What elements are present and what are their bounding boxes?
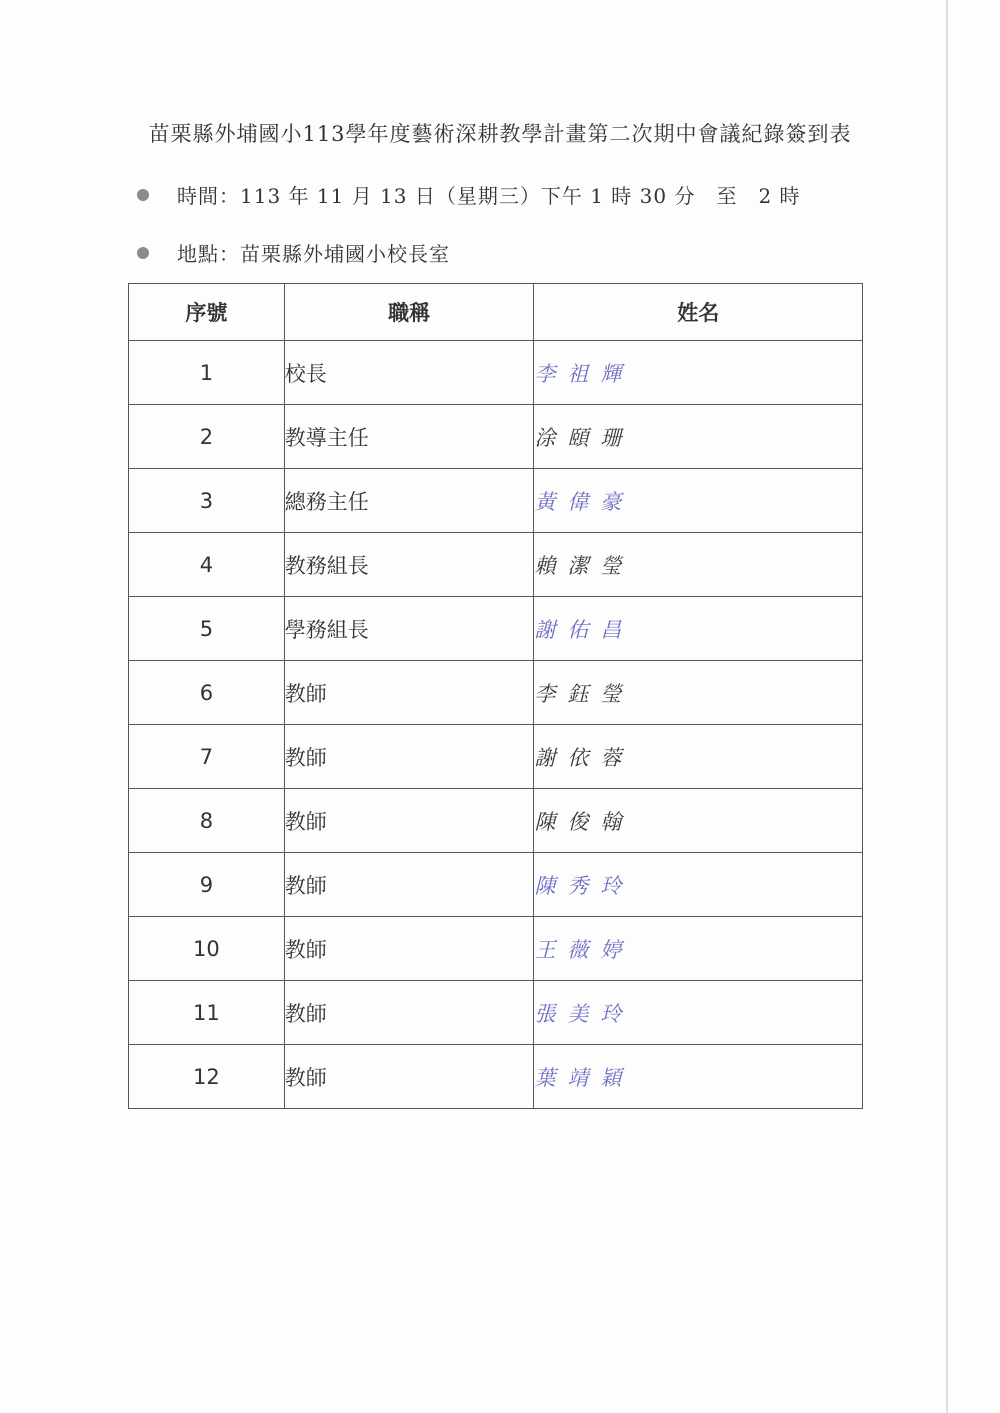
table-row (129, 469, 863, 533)
place-label: 地點 (177, 242, 219, 266)
table-row (129, 853, 863, 917)
table-row (129, 725, 863, 789)
handwritten-signature: 涂頤珊 (534, 405, 863, 469)
serial-number-cell: 3 (129, 469, 285, 533)
bullet-icon (137, 247, 149, 259)
time-value: 113 年 11 月 13 日（星期三）下午 1 時 30 分 至 2 時 (240, 184, 801, 208)
bullet-icon (137, 189, 149, 201)
header-serial-number: 序號 (129, 284, 285, 341)
table-row (129, 533, 863, 597)
table-row (129, 981, 863, 1045)
job-title-cell: 教導主任 (284, 405, 534, 469)
job-title-cell: 總務主任 (284, 469, 534, 533)
serial-number-cell: 5 (129, 597, 285, 661)
job-title-cell: 教師 (284, 981, 534, 1045)
serial-number-cell: 1 (129, 341, 285, 405)
serial-number-cell: 8 (129, 789, 285, 853)
job-title-cell: 學務組長 (284, 597, 534, 661)
job-title-cell: 教師 (284, 853, 534, 917)
place-value: 苗栗縣外埔國小校長室 (240, 242, 450, 266)
serial-number-cell: 4 (129, 533, 285, 597)
serial-number-cell: 6 (129, 661, 285, 725)
meeting-time-row (137, 180, 801, 209)
table-row (129, 917, 863, 981)
scan-edge-line (946, 0, 948, 1413)
place-separator: ： (219, 242, 240, 266)
serial-number-cell: 12 (129, 1045, 285, 1109)
sign-in-table (128, 283, 863, 1109)
serial-number-cell: 2 (129, 405, 285, 469)
table-row (129, 661, 863, 725)
handwritten-signature: 李祖輝 (534, 341, 863, 405)
job-title-cell: 教師 (284, 917, 534, 981)
document-title: 苗栗縣外埔國小113學年度藝術深耕教學計畫第二次期中會議紀錄簽到表 (148, 122, 852, 146)
table-row (129, 1045, 863, 1109)
table-row (129, 597, 863, 661)
handwritten-signature: 葉靖穎 (534, 1045, 863, 1109)
handwritten-signature: 謝依蓉 (534, 725, 863, 789)
job-title-cell: 教務組長 (284, 533, 534, 597)
job-title-cell: 教師 (284, 1045, 534, 1109)
header-job-title: 職稱 (284, 284, 534, 341)
time-label: 時間 (177, 184, 219, 208)
handwritten-signature: 李鈺瑩 (534, 661, 863, 725)
handwritten-signature: 賴潔瑩 (534, 533, 863, 597)
handwritten-signature: 王薇婷 (534, 917, 863, 981)
handwritten-signature: 陳秀玲 (534, 853, 863, 917)
table-row (129, 789, 863, 853)
table-row (129, 405, 863, 469)
serial-number-cell: 10 (129, 917, 285, 981)
meeting-place-row (137, 238, 450, 267)
header-name: 姓名 (534, 284, 863, 341)
time-separator: ： (219, 184, 240, 208)
table-row (129, 341, 863, 405)
handwritten-signature: 黃偉豪 (534, 469, 863, 533)
job-title-cell: 教師 (284, 789, 534, 853)
job-title-cell: 教師 (284, 725, 534, 789)
table-header-row (129, 284, 863, 341)
job-title-cell: 教師 (284, 661, 534, 725)
serial-number-cell: 9 (129, 853, 285, 917)
handwritten-signature: 謝佑昌 (534, 597, 863, 661)
handwritten-signature: 陳俊翰 (534, 789, 863, 853)
handwritten-signature: 張美玲 (534, 981, 863, 1045)
serial-number-cell: 11 (129, 981, 285, 1045)
job-title-cell: 校長 (284, 341, 534, 405)
table-body (129, 341, 863, 1109)
serial-number-cell: 7 (129, 725, 285, 789)
